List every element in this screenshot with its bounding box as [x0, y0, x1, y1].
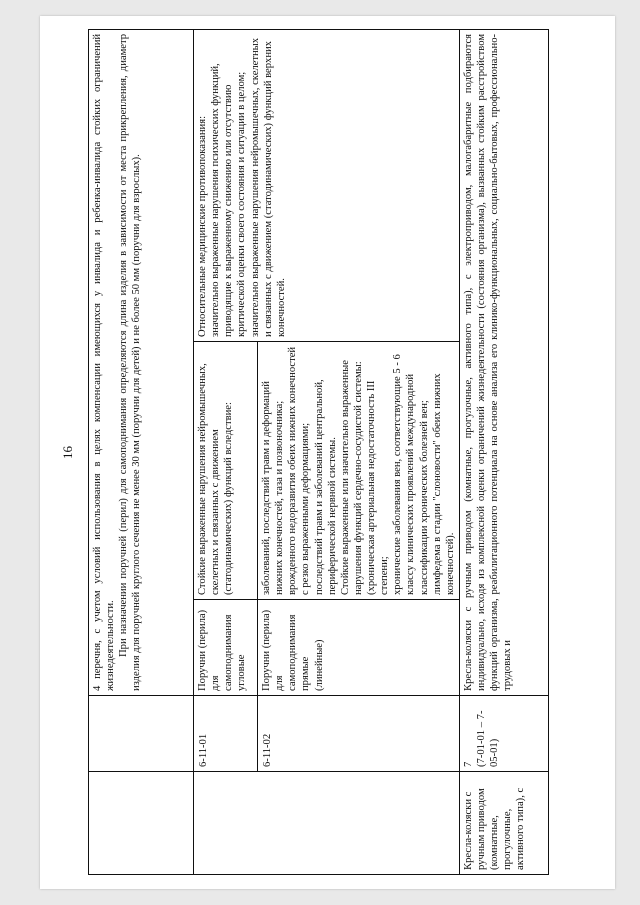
indications-line: (хроническая артериальная недостаточность III степени; — [366, 380, 391, 595]
indications-line: последствий травм и заболеваний центральной, периферической нервной системы. — [313, 379, 338, 595]
item-code: 6-11-01 — [194, 696, 258, 772]
indications-line: врожденного недоразвития обеих нижних конечностей с резко выраженными деформациями; — [287, 346, 312, 595]
empty-cell — [89, 772, 194, 875]
description-text: Кресла-коляски с ручным приводом (комнатные, прогулочные, активного типа), с электроприводом, малогабаритные подбираются индивидуально, исходя из комплексной оценки ограничений жизнедеятельности (состояния организма), вызванных стойким расстройством функций организма, реабилитационного потенциала на основе анализа его клинико-функциональных, социально-бытовых, профессионально-трудовых и — [462, 33, 514, 691]
indications-line: лимфедема в стадии "слоновости" обеих нижних конечностей). — [431, 373, 456, 595]
contraindications-line: значительно выраженные нарушения нейромышечных, скелетных и связанных с движением (статодинамических) функций верхних конечностей. — [249, 37, 287, 337]
indications-line: Стойкие выраженные или значительно выраженные нарушения функций сердечно-сосудистой системы: — [339, 360, 364, 595]
rehab-table — [88, 29, 549, 875]
contraindications-cell — [194, 29, 460, 341]
number-cell — [459, 696, 548, 772]
item-code: 6-11-02 — [258, 696, 460, 772]
item-name: Поручни (перила) для самоподнимания прямые (линейные) — [258, 600, 460, 696]
section-number: 7 — [462, 761, 474, 767]
indications-line: хронические заболевания вен, соответствующие 5 - 6 классу клинических проявлений международной классификации хронических болезней вен; — [392, 354, 430, 595]
table-row-7 — [459, 29, 548, 874]
empty-category-cell — [194, 772, 460, 875]
rotated-sheet — [40, 16, 615, 889]
table-row-6-11-01 — [194, 29, 258, 874]
contraindications-line: значительно выраженные нарушения психических функций, приводящие к выраженному снижению или отсутствию критической оценки своего состояния и ситуации в целом; — [210, 63, 248, 337]
table-row-intro — [89, 29, 194, 874]
intro-paragraph: 4 перечня, с учетом условий использования в целях компенсации имеющихся у инвалида и ребенка-инвалида стойких ограничений жизнедеятельности. — [92, 33, 117, 691]
indications-text: Стойкие выраженные нарушения нейромышечных, скелетных и связанных с движением (статодинамических) функций вследствие: — [197, 363, 235, 595]
contraindications-line: Относительные медицинские противопоказания: — [197, 115, 208, 337]
description-cell — [459, 29, 548, 695]
indications-cell — [258, 342, 460, 600]
page-number: 16 — [60, 446, 75, 459]
item-name: Поручни (перила) для самоподнимания угловые — [194, 600, 258, 696]
empty-cell — [89, 696, 194, 772]
category-cell: Кресла-коляски с ручным приводом (комнатные, прогулочные, активного типа), с — [459, 772, 548, 875]
intro-text-cell — [89, 29, 194, 695]
indications-line: заболеваний, последствий травм и деформаций нижних конечностей, таза и позвоночника; — [261, 381, 286, 595]
intro-paragraph: При назначении поручней (перил) для самоподнимания определяются длина изделия в зависимости от места прикрепления, диаметр изделия для поручней круглого сечения не менее 30 мм (поручни для детей) и не более 50 мм (поручни для взрослых). — [118, 33, 143, 691]
indications-cell — [194, 342, 258, 600]
document-page — [40, 16, 615, 889]
code-range: (7-01-01 – 7-05-01) — [476, 710, 501, 767]
